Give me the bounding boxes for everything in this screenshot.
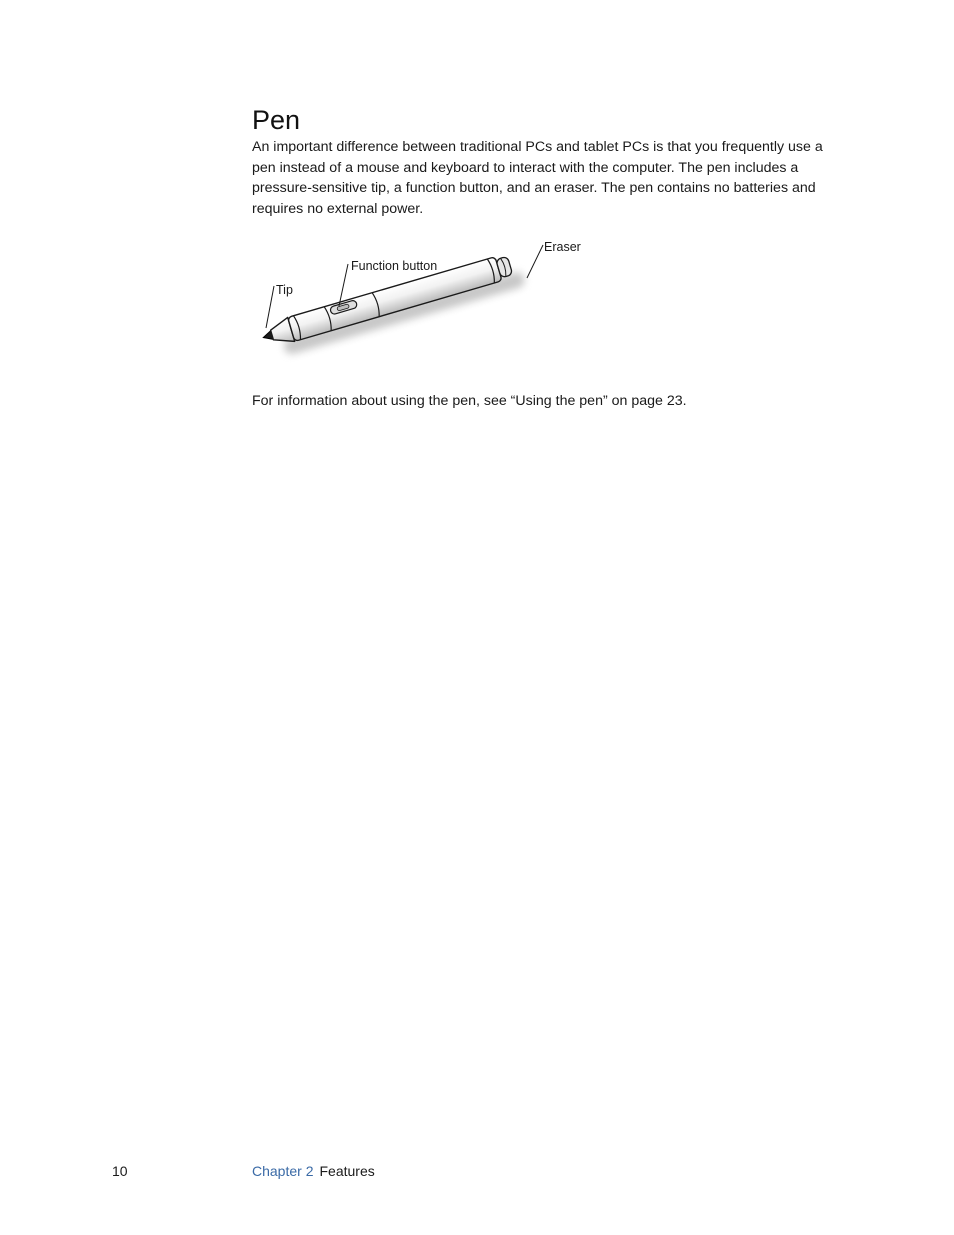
callout-eraser: Eraser xyxy=(544,240,581,254)
pen-illustration xyxy=(252,232,612,382)
footer-chapter-title: Features xyxy=(319,1163,375,1179)
section-title: Pen xyxy=(252,105,301,135)
callout-tip: Tip xyxy=(276,283,293,297)
footer-chapter xyxy=(252,1162,375,1180)
eraser-leader-line xyxy=(527,245,543,278)
callout-function-button: Function button xyxy=(351,259,438,273)
footer-page-number: 10 xyxy=(112,1163,128,1179)
cross-reference-paragraph: For information about using the pen, see “Using the pen” on page 23. xyxy=(252,393,687,409)
pen-figure xyxy=(252,232,612,382)
tip-leader-line xyxy=(266,286,274,328)
intro-paragraph: An important difference between traditional PCs and tablet PCs is that you frequently use a pen instead of a mouse and keyboard to interact with the computer. The pen includes a pressure-sensitive tip, a function button, and an eraser. The pen contains no batteries and requires no external power. xyxy=(252,139,823,217)
footer-chapter-label: Chapter 2 xyxy=(252,1163,314,1179)
